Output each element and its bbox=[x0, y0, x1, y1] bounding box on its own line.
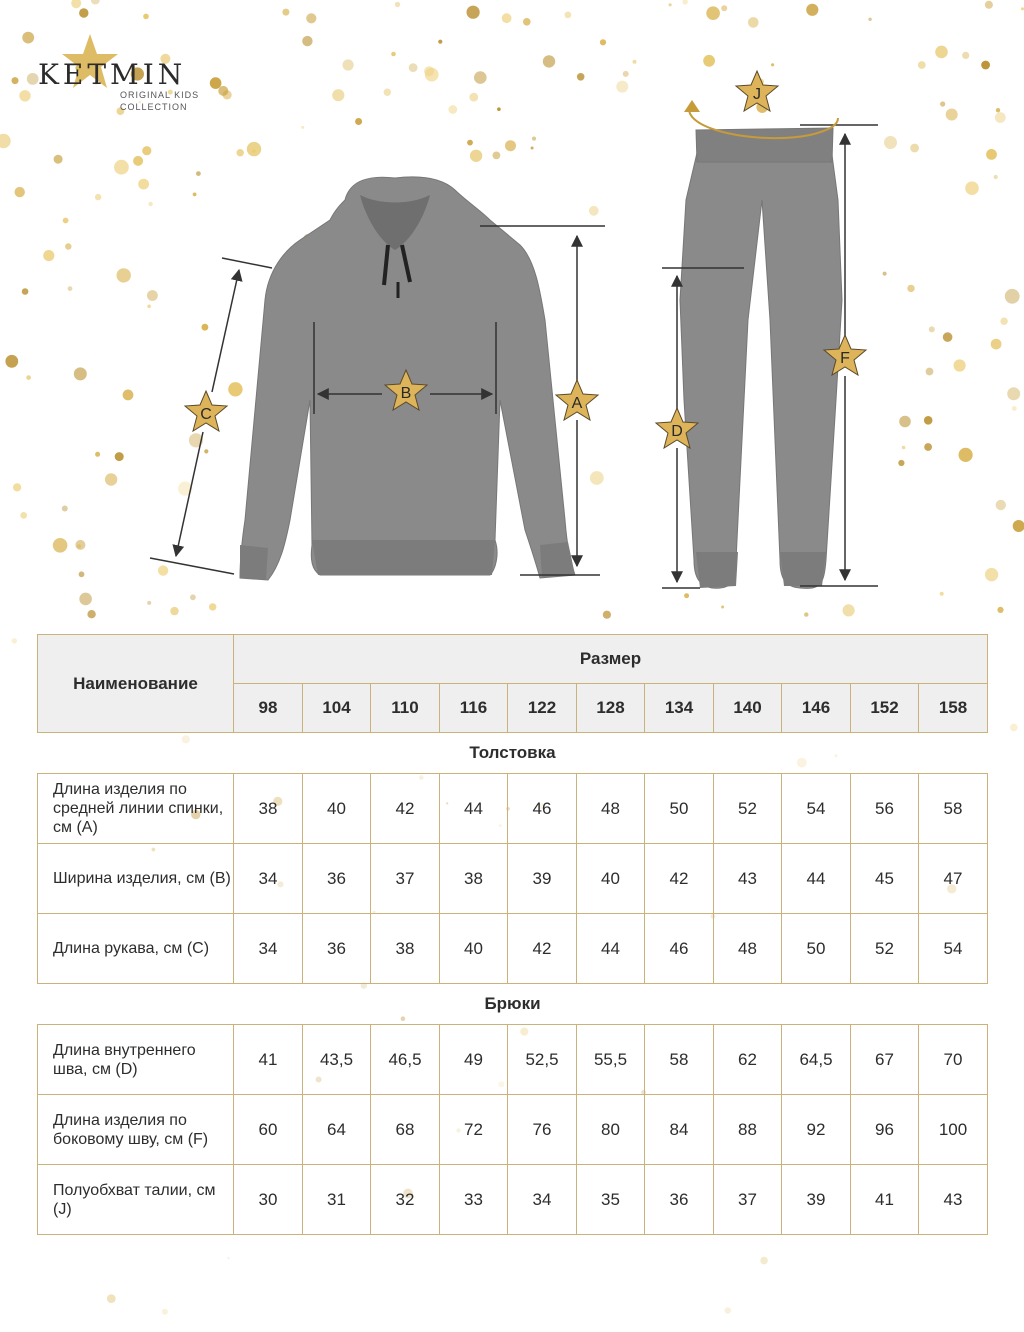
confetti-dot bbox=[162, 1309, 168, 1315]
table-cell: 33 bbox=[440, 1165, 508, 1235]
size-column-header: 110 bbox=[371, 684, 440, 733]
table-row bbox=[38, 1025, 988, 1095]
section-title: Толстовка bbox=[469, 743, 556, 762]
table-cell: 60 bbox=[234, 1095, 303, 1165]
table-cell: 76 bbox=[508, 1095, 577, 1165]
table-cell: 80 bbox=[577, 1095, 645, 1165]
size-column-header: 128 bbox=[577, 684, 645, 733]
table-cell: 32 bbox=[371, 1165, 440, 1235]
table-row bbox=[38, 914, 988, 984]
table-cell: 38 bbox=[234, 774, 303, 844]
star-label-f: F bbox=[840, 350, 850, 367]
table-cell: 41 bbox=[234, 1025, 303, 1095]
table-cell: 31 bbox=[303, 1165, 371, 1235]
row-label: Длина рукава, см (С) bbox=[38, 914, 234, 984]
table-cell: 30 bbox=[234, 1165, 303, 1235]
star-label-d: D bbox=[671, 423, 683, 440]
table-cell: 38 bbox=[371, 914, 440, 984]
table-cell: 100 bbox=[919, 1095, 988, 1165]
table-cell: 92 bbox=[782, 1095, 851, 1165]
confetti-dot bbox=[228, 1257, 230, 1259]
row-label: Ширина изделия, см (В) bbox=[38, 844, 234, 914]
table-cell: 58 bbox=[919, 774, 988, 844]
row-label: Длина изделия по средней линии спинки, см (А) bbox=[38, 774, 234, 844]
table-cell: 48 bbox=[714, 914, 782, 984]
table-cell: 44 bbox=[782, 844, 851, 914]
table-cell: 62 bbox=[714, 1025, 782, 1095]
section-title: Брюки bbox=[484, 994, 541, 1013]
confetti-dot bbox=[725, 1307, 731, 1313]
table-cell: 47 bbox=[919, 844, 988, 914]
table-cell: 48 bbox=[577, 774, 645, 844]
star-marker-c bbox=[185, 391, 227, 431]
brand-tagline-line-2: COLLECTION bbox=[120, 102, 188, 112]
table-row bbox=[38, 844, 988, 914]
table-cell: 46,5 bbox=[371, 1025, 440, 1095]
size-column-header: 134 bbox=[645, 684, 714, 733]
table-cell: 44 bbox=[577, 914, 645, 984]
table-cell: 37 bbox=[714, 1165, 782, 1235]
table-cell: 43,5 bbox=[303, 1025, 371, 1095]
table-cell: 52,5 bbox=[508, 1025, 577, 1095]
table-cell: 46 bbox=[508, 774, 577, 844]
star-marker-j bbox=[736, 71, 778, 111]
table-cell: 43 bbox=[919, 1165, 988, 1235]
table-cell: 41 bbox=[851, 1165, 919, 1235]
star-label-a: A bbox=[571, 395, 583, 412]
size-column-header: 104 bbox=[303, 684, 371, 733]
garment-illustration bbox=[0, 0, 1024, 620]
table-cell: 84 bbox=[645, 1095, 714, 1165]
size-column-header: 98 bbox=[234, 684, 303, 733]
table-cell: 46 bbox=[645, 914, 714, 984]
table-cell: 52 bbox=[714, 774, 782, 844]
size-column-header: 152 bbox=[851, 684, 919, 733]
table-cell: 38 bbox=[440, 844, 508, 914]
table-cell: 67 bbox=[851, 1025, 919, 1095]
brand-tagline-line-1: ORIGINAL KIDS bbox=[120, 90, 200, 100]
confetti-dot bbox=[12, 638, 17, 643]
table-cell: 34 bbox=[234, 914, 303, 984]
table-cell: 40 bbox=[303, 774, 371, 844]
size-column-header: 146 bbox=[782, 684, 851, 733]
table-cell: 96 bbox=[851, 1095, 919, 1165]
table-cell: 34 bbox=[508, 1165, 577, 1235]
table-cell: 39 bbox=[782, 1165, 851, 1235]
table-cell: 49 bbox=[440, 1025, 508, 1095]
star-label-c: C bbox=[200, 406, 212, 423]
size-column-header: 116 bbox=[440, 684, 508, 733]
confetti-dot bbox=[1010, 724, 1018, 732]
table-cell: 42 bbox=[508, 914, 577, 984]
brand-name: KETMIN bbox=[38, 58, 187, 91]
name-column-header: Наименование bbox=[38, 635, 234, 733]
star-marker-a bbox=[556, 380, 598, 420]
table-cell: 39 bbox=[508, 844, 577, 914]
table-cell: 45 bbox=[851, 844, 919, 914]
row-label: Длина внутреннего шва, см (D) bbox=[38, 1025, 234, 1095]
table-cell: 88 bbox=[714, 1095, 782, 1165]
table-cell: 55,5 bbox=[577, 1025, 645, 1095]
table-cell: 44 bbox=[440, 774, 508, 844]
table-row bbox=[38, 1095, 988, 1165]
table-cell: 43 bbox=[714, 844, 782, 914]
table-cell: 34 bbox=[234, 844, 303, 914]
table-cell: 58 bbox=[645, 1025, 714, 1095]
confetti-dot bbox=[760, 1257, 768, 1265]
table-cell: 35 bbox=[577, 1165, 645, 1235]
table-cell: 37 bbox=[371, 844, 440, 914]
size-column-header: 140 bbox=[714, 684, 782, 733]
table-cell: 50 bbox=[645, 774, 714, 844]
table-row bbox=[38, 774, 988, 844]
table-cell: 36 bbox=[645, 1165, 714, 1235]
size-column-header: 122 bbox=[508, 684, 577, 733]
table-cell: 64 bbox=[303, 1095, 371, 1165]
table-cell: 52 bbox=[851, 914, 919, 984]
size-column-header: 158 bbox=[919, 684, 988, 733]
size-table bbox=[37, 634, 988, 1235]
table-cell: 68 bbox=[371, 1095, 440, 1165]
table-cell: 40 bbox=[440, 914, 508, 984]
table-cell: 40 bbox=[577, 844, 645, 914]
table-cell: 54 bbox=[782, 774, 851, 844]
table-cell: 70 bbox=[919, 1025, 988, 1095]
row-label: Полуобхват талии, см (J) bbox=[38, 1165, 234, 1235]
table-cell: 36 bbox=[303, 914, 371, 984]
pants-drawing bbox=[680, 128, 842, 588]
star-label-b: B bbox=[400, 385, 412, 402]
table-cell: 36 bbox=[303, 844, 371, 914]
table-cell: 64,5 bbox=[782, 1025, 851, 1095]
table-cell: 50 bbox=[782, 914, 851, 984]
star-label-j: J bbox=[753, 86, 761, 103]
size-header: Размер bbox=[234, 635, 988, 684]
table-cell: 42 bbox=[371, 774, 440, 844]
table-cell: 72 bbox=[440, 1095, 508, 1165]
table-cell: 54 bbox=[919, 914, 988, 984]
table-cell: 56 bbox=[851, 774, 919, 844]
confetti-dot bbox=[107, 1294, 116, 1303]
row-label: Длина изделия по боковому шву, см (F) bbox=[38, 1095, 234, 1165]
table-cell: 42 bbox=[645, 844, 714, 914]
table-row bbox=[38, 1165, 988, 1235]
